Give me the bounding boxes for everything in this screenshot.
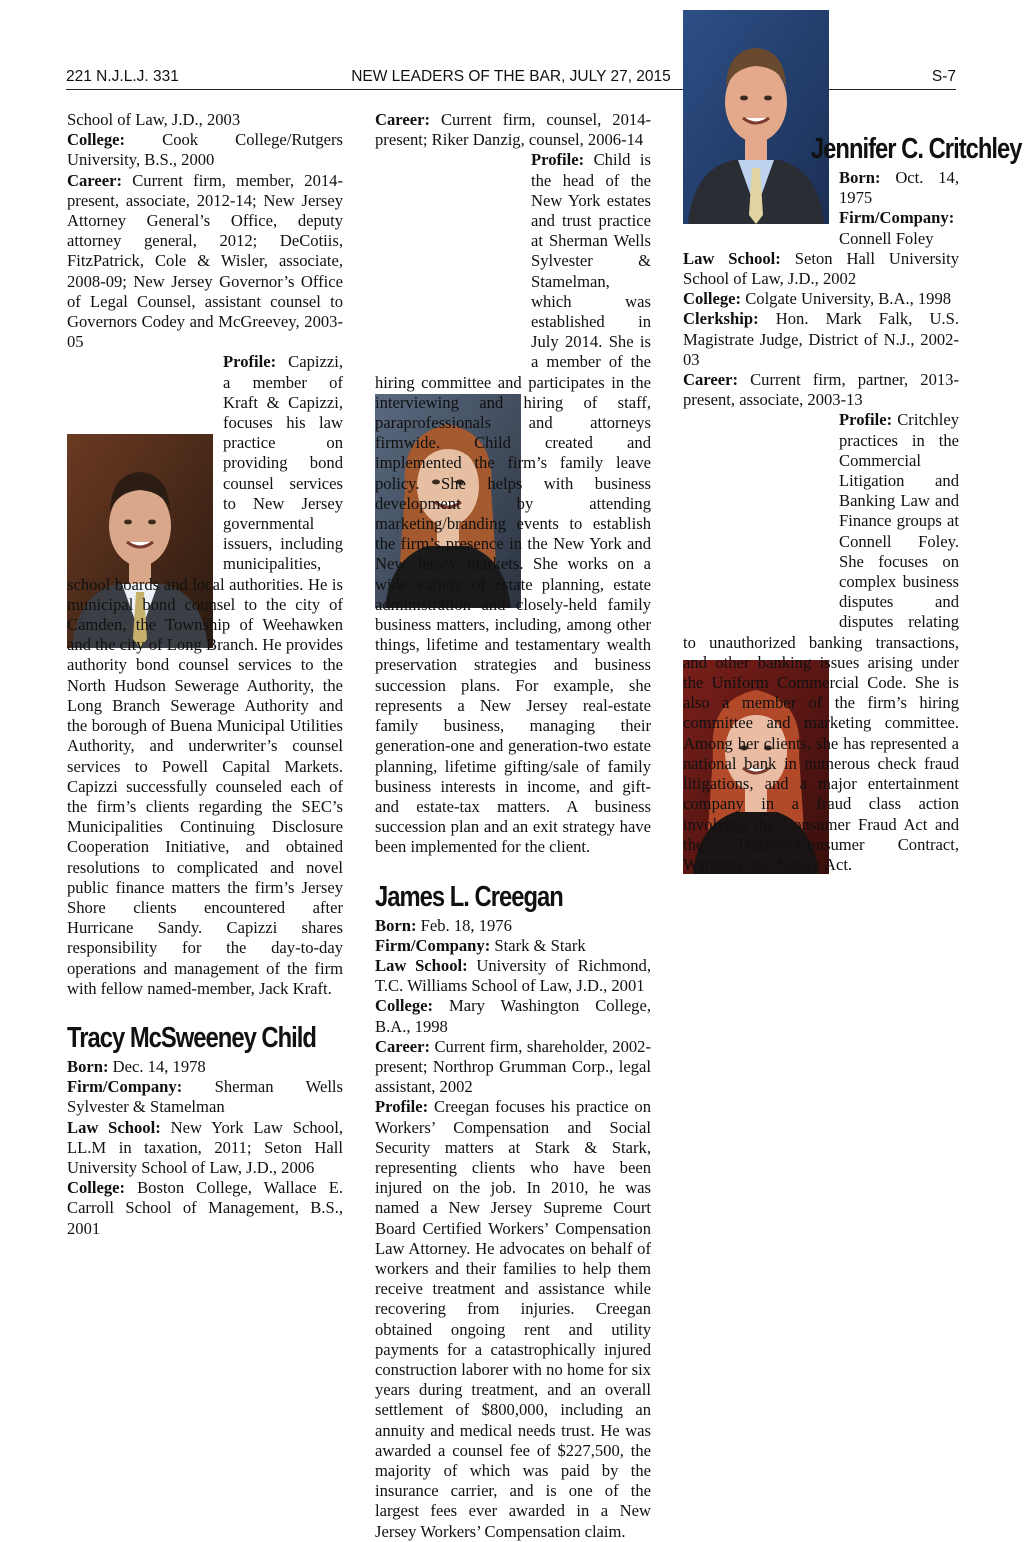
column-2 [375,110,651,1542]
child-college: College: Boston College, Wallace E. Carroll School of Management, B.S., 2001 [67,1178,343,1238]
capizzi-profile: Profile: Capizzi, a member of Kraft & Capizzi, focuses his law practice on providing bond counsel services to New Jersey governmental issuers, including municipalities, school boards and local authorities. He is municipal bond counsel to the city of Camden, the Township of Weehawken and the city of Long Branch. He provides authority bond counsel services to the North Hudson Sewerage Authority, the Long Branch Sewerage Authority and the borough of Buena Municipal Utilities Authority, and underwriter’s counsel services to Powell Capital Markets. Capizzi successfully counseled each of the firm’s clients regarding the SEC’s Municipalities Continuing Disclosure Cooperation Initiative, and obtained resolutions to complicated and novel public finance matters the firm’s Jersey Shore clients encountered after Hurricane Sandy. Capizzi shares responsibility for the day-to-day operations and management of the firm with fellow named-member, Jack Kraft. [67,352,343,998]
creegan-law-school: Law School: University of Richmond, T.C. Williams School of Law, J.D., 2001 [375,955,651,996]
section-gap [375,858,651,882]
creegan-profile: Profile: Creegan focuses his practice on Workers’ Compensation and Social Security matters at Stark & Stark, representing clients who have been injured on the job. In 2010, he was named a New Jersey Supreme Court Board Certified Workers’ Compensation Law Attorney. He advocates on behalf of workers and their families to help them receive treatment and assistance while recovering from injuries. Creegan obtained ongoing rent and utility payments for a catastrophically injured construction laborer with no home for six years during treatment, and an overall settlement of $800,000, including an annuity and medical needs trust. He was awarded a counsel fee of $227,500, the majority of which was paid by the insurance carrier, and is one of the largest fees ever awarded in a New Jersey Workers’ Compensation claim. [375,1097,651,1541]
child-career: Career: Current firm, counsel, 2014-present; Riker Danzig, counsel, 2006-14 [375,110,651,150]
section-gap [67,999,343,1023]
creegan-born: Born: Feb. 18, 1976 [375,915,512,935]
critchley-career: Career: Current firm, partner, 2013-present, associate, 2003-13 [683,370,959,410]
critchley-law-school: Law School: Seton Hall University School of Law, J.D., 2002 [683,248,959,289]
page-number: S-7 [931,68,956,85]
column-1 [67,110,343,1239]
column-3 [683,110,1022,875]
critchley-college: College: Colgate University, B.A., 1998 [683,289,952,309]
critchley-firm: Firm/Company: Connell Foley [839,208,955,248]
creegan-career: Career: Current firm, shareholder, 2002-present; Northrop Grumman Corp., legal assistant, 2002 [375,1036,651,1097]
capizzi-college: College: Cook College/Rutgers University, B.S., 2000 [67,130,343,170]
child-law-school: Law School: New York Law School, LL.M in taxation, 2011; Seton Hall University School of Law, J.D., 2006 [67,1117,343,1177]
creegan-college: College: Mary Washington College, B.A., 1998 [375,996,651,1036]
profile-name-child: Tracy McSweeney Child [67,1021,316,1054]
creegan-photo [683,10,829,224]
profile-name-creegan: James L. Creegan [375,880,563,913]
critchley-clerkship: Clerkship: Hon. Mark Falk, U.S. Magistrate Judge, District of N.J., 2002-03 [683,309,959,369]
capizzi-law-school: School of Law, J.D., 2003 [67,110,241,129]
child-profile: Profile: Child is the head of the New York estates and trust practice at Sherman Wells Sylvester & Stamelman, which was established in July 2014. She is a member of the hiring committee and participates in the interviewing and hiring of staff, paraprofessionals and attorneys firmwide. Child created and implemented the firm’s family leave policy. She helps with business development by attending marketing/branding events to establish the firm’s presence in the New York and New Jersey markets. She works on a wide variety of estate planning, estate administration and closely-held family business matters, including, among other things, lifetime and testamentary wealth preservation strategies and business succession plans. For example, she represents a New Jersey real-estate family business, managing their generation-one and generation-two estate planning, lifetime gifting/sale of family business interests in income, and gift- and estate-tax matters. A business succession plan and an exit strategy have been implemented for the client. [375,150,651,857]
critchley-born: Born: Oct. 14, 1975 [839,168,959,208]
profile-name-critchley: Jennifer C. Critchley [810,133,1022,165]
publication-title: NEW LEADERS OF THE BAR, JULY 27, 2015 [351,68,671,85]
critchley-profile: Profile: Critchley practices in the Commercial Litigation and Banking Law and Finance groups at Connell Foley. She focuses on complex business disputes and disputes relating to unauthorized banking transactions, and other banking issues arising under the Uniform Commercial Code. She is also a member of the firm’s hiring committee and marketing committee. Among her clients, she has represented a national bank in numerous check fraud litigations, and a major entertainment company in a fraud class action involving the Consumer Fraud Act and the Truth-in-Consumer Contract, Warranty and Notice Act. [683,410,959,874]
capizzi-career: Career: Current firm, member, 2014-present, associate, 2012-14; New Jersey Attorney General’s Office, deputy attorney general, 2012; DeCotiis, FitzPatrick, Cole & Wisler, associate, 2008-09; New Jersey Governor’s Office of Legal Counsel, assistant counsel to Governors Codey and McGreevey, 2003-05 [67,170,343,352]
child-firm: Firm/Company: Sherman Wells Sylvester & Stamelman [67,1077,343,1117]
citation: 221 N.J.L.J. 331 [66,68,179,85]
child-born: Born: Dec. 14, 1978 [67,1056,206,1076]
creegan-firm: Firm/Company: Stark & Stark [375,935,586,955]
